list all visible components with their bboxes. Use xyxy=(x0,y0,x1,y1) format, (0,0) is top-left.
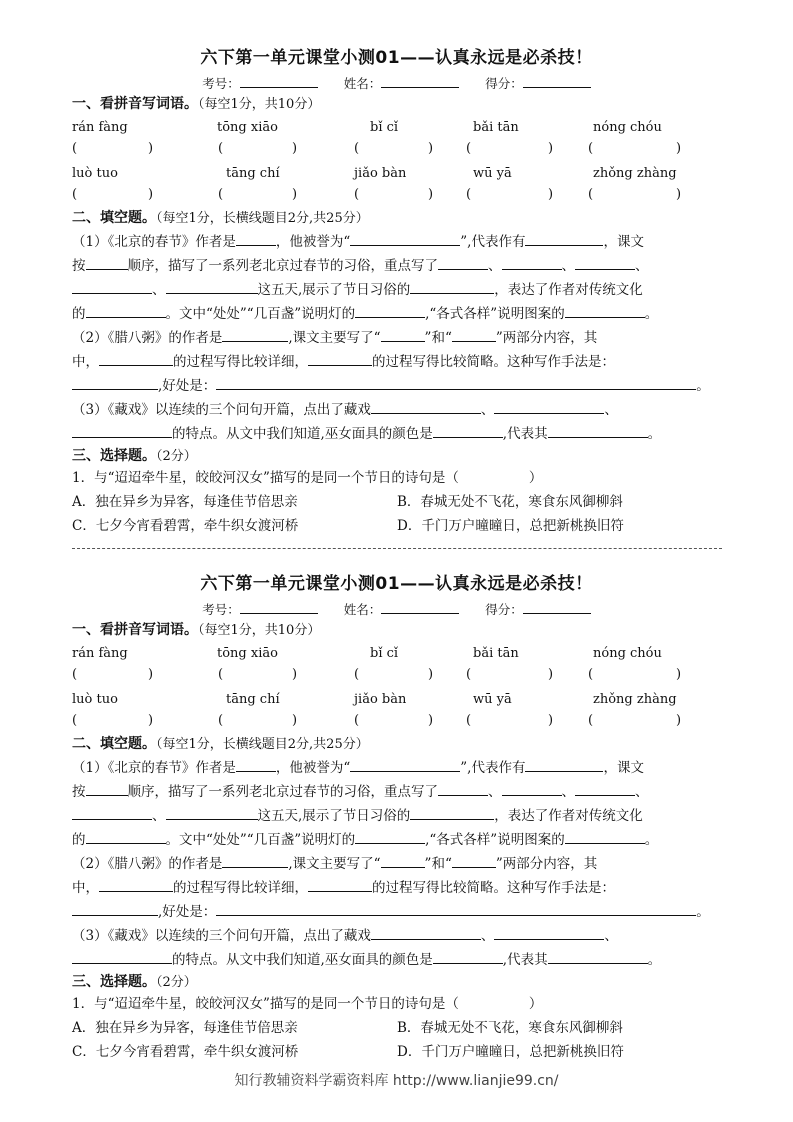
pinyin: luò tuo xyxy=(72,166,118,181)
section-1-title: 一、看拼音写词语。 xyxy=(72,622,198,638)
score-blank xyxy=(523,600,591,614)
option-d[interactable]: D．千门万户曈曈日，总把新桃换旧符 xyxy=(397,518,624,534)
section-3-note: （2分） xyxy=(156,975,197,990)
option-a[interactable]: A．独在异乡为异客，每逢佳节倍思亲 xyxy=(72,1020,298,1036)
fill-line: 、 这五天,展示了节日习俗的 ，表达了作者对传统文化 xyxy=(72,280,643,300)
answer-paren-open: ( xyxy=(72,667,78,682)
answer-paren-close: ) xyxy=(148,713,154,728)
quiz-copy-2 xyxy=(0,526,793,1060)
answer-paren-open: ( xyxy=(588,713,594,728)
pinyin: tāng chí xyxy=(226,692,280,707)
answer-paren-open: ( xyxy=(466,713,472,728)
section-2-heading xyxy=(72,734,369,755)
section-1-heading xyxy=(72,94,320,115)
answer-paren-close: ) xyxy=(428,187,434,202)
option-b[interactable]: B．春城无处不飞花，寒食东风御柳斜 xyxy=(397,1020,623,1036)
choice-question: 1．与“迢迢牵牛星，皎皎河汉女”描写的是同一个节日的诗句是（ ） xyxy=(72,996,543,1012)
pinyin: rán fàng xyxy=(72,120,128,135)
fill-line: 、 这五天,展示了节日习俗的 ，表达了作者对传统文化 xyxy=(72,806,643,826)
fill-line: 的 。文中“处处”“几百盏”说明灯的 ,“各式各样”说明图案的 。 xyxy=(72,832,659,848)
fill-line: 中， 的过程写得比较详细， 的过程写得比较简略。这种写作手法是： xyxy=(72,880,615,896)
section-3-title: 三、选择题。 xyxy=(72,974,156,990)
fill-line: ,好处是： 。 xyxy=(72,376,710,396)
fill-line: （1）《北京的春节》作者是 ，他被誉为“ ”,代表作有 ，课文 xyxy=(72,760,644,776)
id-blank xyxy=(240,74,318,88)
answer-paren-close: ) xyxy=(292,667,298,682)
answer-paren-close: ) xyxy=(292,187,298,202)
name-label: 姓名： xyxy=(343,76,382,91)
answer-paren-close: ) xyxy=(548,667,554,682)
section-2-note: （每空1分，长横线题目2分,共25分） xyxy=(156,211,369,226)
fill-line: （2）《腊八粥》的作者是 ,课文主要写了“ ”和“ ”两部分内容，其 xyxy=(72,330,598,346)
answer-paren-close: ) xyxy=(148,187,154,202)
pinyin: jiǎo bàn xyxy=(354,692,407,707)
answer-paren-close: ) xyxy=(676,713,682,728)
quiz-copy-1 xyxy=(0,0,793,534)
fill-line: 的特点。从文中我们知道,巫女面具的颜色是 ,代表其 。 xyxy=(72,950,661,970)
answer-paren-open: ( xyxy=(72,141,78,156)
pinyin: zhǒng zhàng xyxy=(593,692,677,707)
student-info xyxy=(0,74,793,94)
option-c[interactable]: C．七夕今宵看碧霄，牵牛织女渡河桥 xyxy=(72,1044,299,1060)
pinyin: bǎi tān xyxy=(473,120,519,135)
answer-paren-close: ) xyxy=(548,141,554,156)
section-3-heading xyxy=(72,446,197,467)
answer-paren-open: ( xyxy=(218,187,224,202)
option-d[interactable]: D．千门万户曈曈日，总把新桃换旧符 xyxy=(397,1044,624,1060)
id-label: 考号： xyxy=(202,602,240,617)
answer-paren-close: ) xyxy=(428,667,434,682)
fill-line: （1）《北京的春节》作者是 ，他被誉为“ ”,代表作有 ，课文 xyxy=(72,234,644,250)
pinyin: rán fàng xyxy=(72,646,128,661)
answer-paren-open: ( xyxy=(466,187,472,202)
answer-paren-close: ) xyxy=(148,667,154,682)
answer-paren-open: ( xyxy=(218,667,224,682)
option-b[interactable]: B．春城无处不飞花，寒食东风御柳斜 xyxy=(397,494,623,510)
section-1-title: 一、看拼音写词语。 xyxy=(72,96,198,112)
answer-paren-open: ( xyxy=(354,141,360,156)
footer-watermark: 知行教辅资料学霸资料库 http://www.lianjie99.cn/ xyxy=(234,1073,559,1089)
section-1-note: （每空1分，共10分） xyxy=(198,623,321,638)
pinyin: jiǎo bàn xyxy=(354,166,407,181)
option-a[interactable]: A．独在异乡为异客，每逢佳节倍思亲 xyxy=(72,494,298,510)
pinyin: tōng xiāo xyxy=(217,646,278,661)
answer-paren-open: ( xyxy=(466,141,472,156)
section-2-title: 二、填空题。 xyxy=(72,736,156,752)
fill-line: （2）《腊八粥》的作者是 ,课文主要写了“ ”和“ ”两部分内容，其 xyxy=(72,856,598,872)
choice-question: 1．与“迢迢牵牛星，皎皎河汉女”描写的是同一个节日的诗句是（ ） xyxy=(72,470,543,486)
name-blank xyxy=(381,74,459,88)
name-label: 姓名： xyxy=(343,602,382,617)
pinyin: bǎi tān xyxy=(473,646,519,661)
answer-paren-open: ( xyxy=(354,187,360,202)
answer-paren-open: ( xyxy=(218,713,224,728)
student-info xyxy=(0,600,793,620)
fill-line: （3）《藏戏》以连续的三个问句开篇，点出了藏戏 、 、 xyxy=(72,928,618,944)
fill-line: （3）《藏戏》以连续的三个问句开篇，点出了藏戏 、 、 xyxy=(72,402,618,418)
pinyin: bǐ cǐ xyxy=(370,646,399,661)
answer-paren-open: ( xyxy=(72,187,78,202)
pinyin: luò tuo xyxy=(72,692,118,707)
score-label: 得分： xyxy=(485,602,523,617)
answer-paren-close: ) xyxy=(676,667,682,682)
pinyin: wū yā xyxy=(473,166,512,181)
score-label: 得分： xyxy=(485,76,523,91)
fill-line: 按 顺序，描写了一系列老北京过春节的习俗，重点写了 、 、 、 xyxy=(72,784,649,800)
pinyin: wū yā xyxy=(473,692,512,707)
section-3-note: （2分） xyxy=(156,449,197,464)
answer-paren-open: ( xyxy=(466,667,472,682)
section-1-heading xyxy=(72,620,320,641)
answer-paren-open: ( xyxy=(72,713,78,728)
name-blank xyxy=(381,600,459,614)
answer-paren-open: ( xyxy=(588,141,594,156)
answer-paren-close: ) xyxy=(548,713,554,728)
answer-paren-close: ) xyxy=(292,713,298,728)
fill-line: 的特点。从文中我们知道,巫女面具的颜色是 ,代表其 。 xyxy=(72,424,661,444)
answer-paren-close: ) xyxy=(676,187,682,202)
answer-paren-close: ) xyxy=(428,141,434,156)
option-c[interactable]: C．七夕今宵看碧霄，牵牛织女渡河桥 xyxy=(72,518,299,534)
answer-paren-close: ) xyxy=(428,713,434,728)
answer-paren-close: ) xyxy=(676,141,682,156)
pinyin: tōng xiāo xyxy=(217,120,278,135)
answer-paren-close: ) xyxy=(548,187,554,202)
section-2-heading xyxy=(72,208,369,229)
answer-paren-close: ) xyxy=(292,141,298,156)
score-blank xyxy=(523,74,591,88)
section-2-note: （每空1分，长横线题目2分,共25分） xyxy=(156,737,369,752)
section-3-heading xyxy=(72,972,197,993)
fill-line: ,好处是： 。 xyxy=(72,902,710,922)
answer-paren-open: ( xyxy=(588,667,594,682)
pinyin: tāng chí xyxy=(226,166,280,181)
fill-line: 的 。文中“处处”“几百盏”说明灯的 ,“各式各样”说明图案的 。 xyxy=(72,306,659,322)
answer-paren-open: ( xyxy=(218,141,224,156)
section-3-title: 三、选择题。 xyxy=(72,448,156,464)
page-title: 六下第一单元课堂小测01——认真永远是必杀技！ xyxy=(200,48,593,68)
id-blank xyxy=(240,600,318,614)
page-title: 六下第一单元课堂小测01——认真永远是必杀技！ xyxy=(200,574,593,594)
answer-paren-open: ( xyxy=(354,667,360,682)
answer-paren-close: ) xyxy=(148,141,154,156)
answer-paren-open: ( xyxy=(354,713,360,728)
pinyin: nóng chóu xyxy=(593,120,662,135)
id-label: 考号： xyxy=(202,76,240,91)
pinyin: zhǒng zhàng xyxy=(593,166,677,181)
section-1-note: （每空1分，共10分） xyxy=(198,97,321,112)
fill-line: 中， 的过程写得比较详细， 的过程写得比较简略。这种写作手法是： xyxy=(72,354,615,370)
fill-line: 按 顺序，描写了一系列老北京过春节的习俗，重点写了 、 、 、 xyxy=(72,258,649,274)
answer-paren-open: ( xyxy=(588,187,594,202)
pinyin: nóng chóu xyxy=(593,646,662,661)
section-2-title: 二、填空题。 xyxy=(72,210,156,226)
pinyin: bǐ cǐ xyxy=(370,120,399,135)
